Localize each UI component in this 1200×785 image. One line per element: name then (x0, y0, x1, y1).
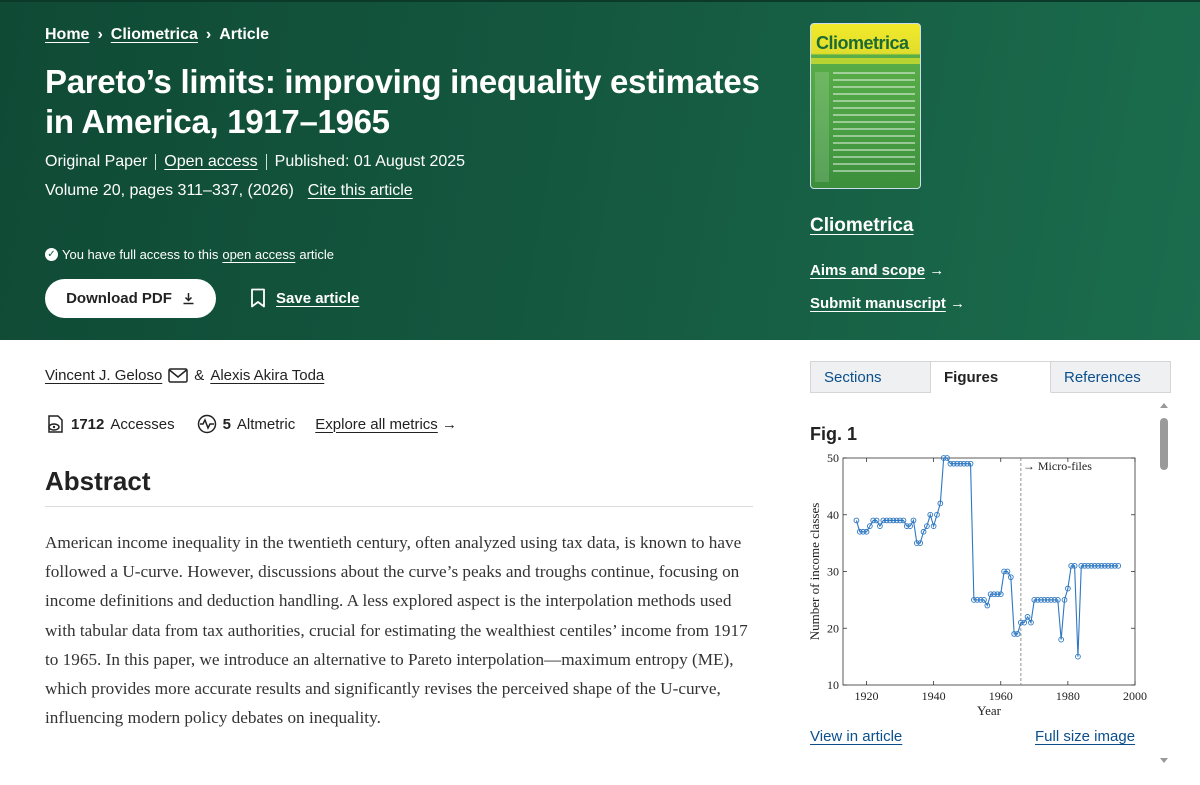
journal-cover-image[interactable] (810, 23, 921, 189)
full-size-image-link[interactable]: Full size image (1035, 728, 1136, 745)
submit-label: Submit manuscript (810, 295, 946, 312)
article-type: Original Paper (45, 153, 148, 170)
y-tick-label: 30 (827, 564, 839, 579)
save-article-button[interactable] (250, 288, 359, 308)
side-panel-tabs (810, 361, 1171, 393)
explore-metrics-link[interactable] (315, 416, 457, 433)
cover-title: Cliometrica (816, 33, 909, 53)
bookmark-icon (250, 288, 266, 308)
article-meta (45, 153, 465, 171)
divider (155, 154, 156, 170)
download-icon (182, 292, 195, 305)
check-circle-icon: ✓ (45, 248, 58, 261)
breadcrumb (45, 26, 269, 44)
author-list (45, 367, 324, 384)
article-title: Pareto’s limits: improving inequality estimates in America, 1917–1965 (45, 63, 760, 140)
abstract-text: American income inequality in the twentieth century, often analyzed using tax data, is known to have followed a U-curve. However, discussions about the curve’s peaks and troughs continue, focusing on income definitions and deduction handling. A less explored aspect is the interpolation methods used with tabular data from tax authorities, crucial for estimating the wealthiest centiles’ income from 1917 to 1965. In this paper, we introduce an alternative to Pareto interpolation—maximum entropy (ME), which provides more accurate results and significantly revises the perceived shape of the U-curve, influencing modern policy debates on inequality. (45, 533, 748, 728)
scroll-down-arrow[interactable] (1160, 758, 1168, 763)
arrow-right-icon: → (929, 262, 945, 279)
submit-manuscript-link[interactable] (810, 295, 965, 312)
x-tick-label: 2000 (1123, 689, 1147, 703)
accesses-label: Accesses (110, 415, 175, 433)
x-axis-label: Year (977, 703, 1001, 718)
plot-frame (843, 458, 1135, 685)
cover-contents-lines (833, 72, 915, 177)
scroll-up-arrow[interactable] (1160, 403, 1168, 408)
arrow-right-icon: → (441, 415, 457, 433)
tab-figures[interactable]: Figures (931, 362, 1051, 393)
cover-sidebar (815, 72, 829, 182)
accesses-icon (45, 414, 65, 434)
section-divider (45, 506, 753, 507)
x-tick-label: 1980 (1055, 689, 1080, 703)
aims-label: Aims and scope (810, 262, 926, 279)
tab-sections[interactable]: Sections (811, 362, 931, 392)
x-tick-label: 1960 (988, 689, 1013, 703)
chevron-right-icon: › (97, 26, 103, 43)
y-tick-label: 10 (827, 678, 839, 692)
y-axis-label: Number of income classes (807, 502, 822, 641)
author-separator: & (194, 367, 205, 384)
author-link[interactable]: Alexis Akira Toda (210, 367, 325, 384)
x-tick-label: 1920 (854, 689, 879, 703)
aims-and-scope-link[interactable] (810, 262, 944, 279)
abstract-heading: Abstract (45, 466, 151, 496)
altmetric-label: Altmetric (236, 415, 296, 433)
cover-band (811, 58, 921, 64)
figure-label: Fig. 1 (810, 424, 858, 444)
altmetric-icon (197, 414, 217, 434)
altmetric-count: 5 (222, 415, 231, 433)
y-tick-label: 40 (827, 507, 839, 522)
explore-metrics-label: Explore all metrics (315, 415, 438, 433)
panel-scrollbar[interactable] (1157, 403, 1170, 763)
access-notice (45, 247, 334, 262)
y-tick-label: 50 (827, 451, 839, 465)
volume-pages: Volume 20, pages 311–337, (2026) (45, 182, 294, 199)
divider (266, 154, 267, 170)
author-link[interactable]: Vincent J. Geloso (45, 367, 163, 384)
y-tick-label: 20 (827, 621, 839, 636)
download-pdf-button[interactable] (45, 279, 216, 318)
breadcrumb-current: Article (219, 26, 270, 43)
view-in-article-link[interactable]: View in article (810, 728, 903, 745)
breadcrumb-home[interactable]: Home (45, 26, 90, 43)
article-metrics (45, 414, 457, 434)
published-date: Published: 01 August 2025 (274, 153, 466, 170)
micro-files-annotation: → Micro-files (1022, 459, 1092, 473)
journal-name-link[interactable]: Cliometrica (810, 215, 914, 236)
article-citation-info (45, 182, 413, 200)
access-text-suffix: article (299, 247, 335, 262)
cite-article-link[interactable]: Cite this article (307, 182, 413, 199)
breadcrumb-journal[interactable]: Cliometrica (110, 26, 198, 43)
chevron-right-icon: › (205, 26, 212, 43)
article-header (0, 0, 1200, 340)
x-tick-label: 1940 (921, 689, 946, 703)
access-open-access-link[interactable]: open access (222, 247, 296, 262)
arrow-right-icon: → (950, 295, 966, 312)
download-pdf-label: Download PDF (66, 290, 172, 307)
open-access-link[interactable]: Open access (164, 153, 258, 170)
save-article-label: Save article (276, 289, 360, 307)
figure-chart[interactable] (805, 448, 1155, 723)
access-text: You have full access to this (62, 247, 219, 262)
tab-references[interactable]: References (1064, 368, 1141, 386)
accesses-count: 1712 (71, 415, 105, 433)
email-icon[interactable] (168, 368, 188, 383)
scrollbar-thumb[interactable] (1160, 418, 1168, 470)
